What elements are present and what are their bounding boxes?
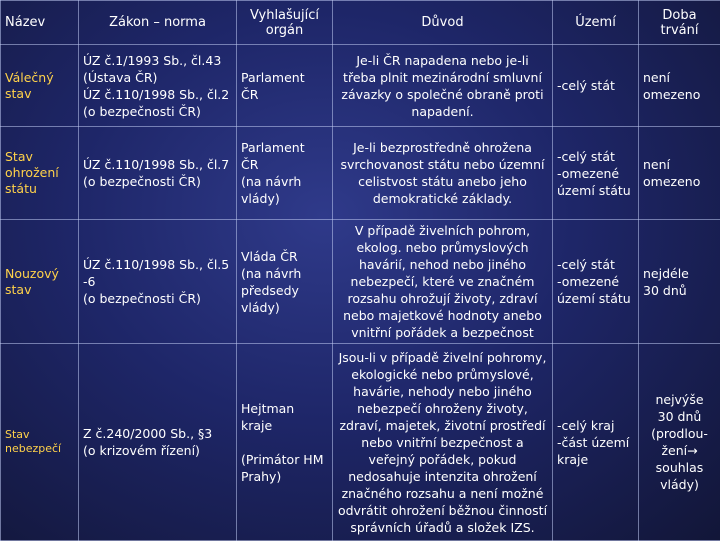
cell-line: odvrátit ohrožení běžnou činností [337,502,548,519]
row-name [1,220,79,344]
cell-line: nedosahuje intenzita ohrožení [337,468,548,485]
cell-line: Parlament [241,139,328,156]
cell-line: orgán [241,23,328,38]
cell-line: (Primátor HM [241,451,328,468]
cell-line: ÚZ č.110/1998 Sb., čl.5 [83,256,232,273]
cell-line: -celý kraj [557,417,634,434]
cell-line: rozsahu ohrožují životy, zdraví [337,290,548,307]
cell-line: (na návrh [241,265,328,282]
row-zakon [79,45,237,127]
cell-line: havárií, nehod nebo jiného [337,256,548,273]
cell-line: ČR [241,156,328,173]
row-duvod [333,220,553,344]
cell-line: území státu [557,182,634,199]
cell-line: omezeno [643,173,716,190]
cell-line: Hejtman [241,400,328,417]
table-row-stav-ohrozeni [1,127,720,220]
cell-line: ČR [241,86,328,103]
row-duvod [333,344,553,541]
cell-line: stav [5,86,74,102]
cell-line: demokratické základy. [337,190,548,207]
header-uzemi: Území [553,1,639,45]
cell-line: nebezpečí ohroženy životy, [337,400,548,417]
cell-line: nebezpečí [5,442,74,456]
cell-line: kraje [241,417,328,434]
cell-line: Prahy) [241,468,328,485]
cell-line: značného rozsahu a není možné [337,485,548,502]
cell-line: nebezpečí, které ve značném [337,273,548,290]
cell-line: třeba plnit mezinárodní smluvní [337,69,548,86]
cell-line: Vláda ČR [241,248,328,265]
table-row-stav-nebezpeci [1,344,720,541]
cell-line: celistvost státu anebo jeho [337,173,548,190]
cell-line: 30 dnů [643,282,716,299]
cell-line: (o bezpečnosti ČR) [83,290,232,307]
cell-line: Stav [5,428,74,442]
row-doba [639,220,720,344]
cell-line: ekologické nebo průmyslové, [337,366,548,383]
cell-line: Z č.240/2000 Sb., §3 [83,425,232,442]
cell-line: kraje [557,451,634,468]
cell-line: vlády) [241,190,328,207]
cell-line: Parlament [241,69,328,86]
row-organ [237,45,333,127]
cell-line: vlády) [241,299,328,316]
table-row-nouzovy-stav [1,220,720,344]
cell-line: -omezené [557,165,634,182]
cell-line: Válečný [5,70,74,86]
row-uzemi [553,220,639,344]
cell-line: napadení. [337,103,548,120]
cell-line: zdraví, majetek, životní prostředí [337,417,548,434]
cell-line: 30 dnů [643,408,716,425]
cell-line: stav [5,282,74,298]
cell-line: -omezené [557,273,634,290]
cell-line: není [643,69,716,86]
table-row-valecny-stav [1,45,720,127]
header-row [1,1,720,45]
cell-line: -celý stát [557,256,634,273]
cell-line: nejdéle [643,265,716,282]
cell-line: ÚZ č.110/1998 Sb., čl.2 [83,86,232,103]
cell-line: závazky o společné obraně proti [337,86,548,103]
cell-line: žení→ [643,442,716,459]
cell-line: vnitřní pořádek a bezpečnost [337,324,548,341]
cell-line: (o krizovém řízení) [83,442,232,459]
cell-line: Vyhlašující [241,8,328,23]
cell-line: havárie, nehody nebo jiného [337,383,548,400]
cell-line: není [643,156,716,173]
cell-line: omezeno [643,86,716,103]
cell-line: nejvýše [643,391,716,408]
cell-line: veřejný pořádek, pokud [337,451,548,468]
row-duvod [333,127,553,220]
row-name [1,127,79,220]
cell-line: Nouzový [5,266,74,282]
row-name [1,344,79,541]
header-organ [237,1,333,45]
cell-line: -celý stát [557,148,634,165]
cell-line: ekolog. nebo průmyslových [337,239,548,256]
cell-line: trvání [643,23,716,38]
cell-line: (prodlou- [643,425,716,442]
cell-line [241,434,328,451]
header-duvod: Důvod [333,1,553,45]
row-organ [237,344,333,541]
cell-line: Doba [643,8,716,23]
row-duvod [333,45,553,127]
cell-line: -celý stát [557,77,634,94]
row-doba [639,45,720,127]
row-zakon [79,220,237,344]
cell-line: (o bezpečnosti ČR) [83,103,232,120]
cell-line: správních úřadů a složek IZS. [337,519,548,536]
header-nazev: Název [1,1,79,45]
cell-line: Je-li bezprostředně ohrožena [337,139,548,156]
cell-line: (na návrh [241,173,328,190]
cell-line: předsedy [241,282,328,299]
cell-line: území státu [557,290,634,307]
row-doba [639,344,720,541]
row-organ [237,127,333,220]
row-uzemi [553,344,639,541]
cell-line: ohrožení [5,165,74,181]
cell-line: Jsou-li v případě živelní pohromy, [337,349,548,366]
header-doba [639,1,720,45]
row-name [1,45,79,127]
cell-line: ÚZ č.1/1993 Sb., čl.43 [83,52,232,69]
row-organ [237,220,333,344]
row-uzemi [553,127,639,220]
row-zakon [79,344,237,541]
cell-line: -6 [83,273,232,290]
row-zakon [79,127,237,220]
cell-line: Stav [5,149,74,165]
cell-line: V případě živelních pohrom, [337,222,548,239]
cell-line: vlády) [643,476,716,493]
cell-line: -část území [557,434,634,451]
cell-line: souhlas [643,459,716,476]
header-zakon: Zákon – norma [79,1,237,45]
cell-line: státu [5,181,74,197]
cell-line: nebo vnitřní bezpečnost a [337,434,548,451]
cell-line: (Ústava ČR) [83,69,232,86]
row-doba [639,127,720,220]
cell-line: svrchovanost státu nebo územní [337,156,548,173]
cell-line: nebo majetkové hodnoty anebo [337,307,548,324]
cell-line: (o bezpečnosti ČR) [83,173,232,190]
row-uzemi [553,45,639,127]
cell-line: ÚZ č.110/1998 Sb., čl.7 [83,156,232,173]
cell-line: Je-li ČR napadena nebo je-li [337,52,548,69]
